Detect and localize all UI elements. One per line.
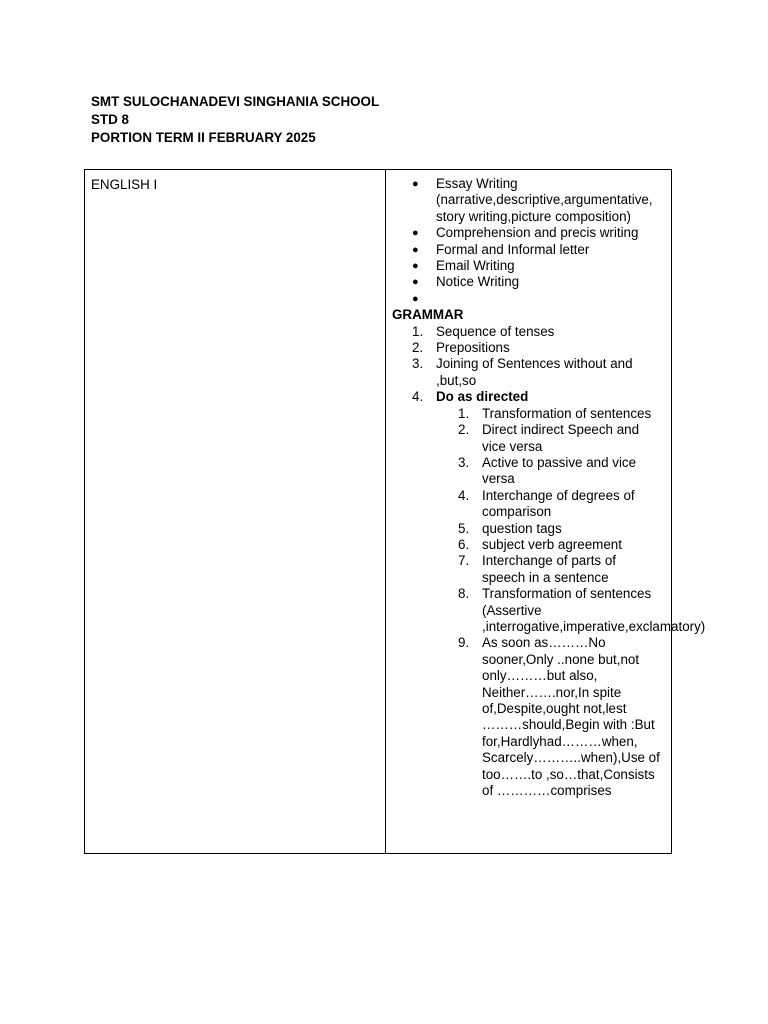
do-as-directed-item xyxy=(392,422,671,455)
subject-name: ENGLISH I xyxy=(91,177,158,192)
do-as-directed-item xyxy=(392,635,671,799)
do-as-directed-item xyxy=(392,586,706,635)
subject-cell xyxy=(85,170,386,854)
portion-title: PORTION TERM II FEBRUARY 2025 xyxy=(91,130,316,145)
writing-topic-item xyxy=(392,274,671,290)
list-marker: ● xyxy=(412,178,419,190)
list-marker: ● xyxy=(412,227,419,240)
list-marker: 1. xyxy=(458,405,470,421)
grammar-topic-item xyxy=(392,324,671,340)
list-item-text xyxy=(436,291,440,306)
document-header xyxy=(91,93,379,147)
do-as-directed-item xyxy=(392,455,671,488)
grammar-topic-item xyxy=(392,356,671,389)
list-item-text: Do as directed xyxy=(436,389,529,405)
list-item-text: Comprehension and precis writing xyxy=(436,225,639,241)
list-marker: 8. xyxy=(458,586,470,602)
list-marker: 1. xyxy=(412,323,424,339)
list-item-text: Sequence of tenses xyxy=(436,323,555,339)
list-marker: 4. xyxy=(412,389,424,405)
content-cell xyxy=(386,170,706,854)
writing-topic-item xyxy=(392,258,671,274)
list-item-text: Active to passive and vice versa xyxy=(482,454,637,487)
list-item-text: Joining of Sentences without and ,but,so xyxy=(436,356,633,388)
writing-topic-item xyxy=(392,291,671,307)
list-marker: 6. xyxy=(458,536,470,552)
list-marker: ● xyxy=(412,292,419,305)
list-item-text: Transformation of sentences xyxy=(482,405,652,421)
table-row xyxy=(85,170,672,854)
list-item-text: As soon as………No sooner,Only ..none but,not only………but also, Neither…….nor,In spite of,Despite,ought not,lest ………should,Begin with :But for,Hardlyhad………when, Scarcely………..when),Use of too…….to ,so…that,Consists of …………comprises xyxy=(482,635,660,799)
list-marker: ● xyxy=(412,260,419,273)
grammar-heading: GRAMMAR xyxy=(392,307,464,323)
writing-topics-list xyxy=(392,176,671,307)
list-item-text: Interchange of parts of speech in a sentence xyxy=(482,553,616,585)
grammar-topic-item xyxy=(392,389,706,799)
list-marker: 4. xyxy=(458,487,470,503)
do-as-directed-list xyxy=(436,405,706,800)
list-marker: 3. xyxy=(412,356,424,372)
list-marker: 5. xyxy=(458,520,470,536)
writing-topic-item xyxy=(392,176,671,225)
list-marker: ● xyxy=(412,276,419,289)
school-name: SMT SULOCHANADEVI SINGHANIA SCHOOL xyxy=(91,94,380,109)
grammar-topics-list xyxy=(392,323,706,800)
writing-topic-item xyxy=(392,242,671,258)
list-marker: 7. xyxy=(458,553,470,569)
do-as-directed-item xyxy=(392,537,671,553)
list-item-text: question tags xyxy=(482,520,562,536)
grammar-topic-item xyxy=(392,340,671,356)
do-as-directed-item xyxy=(392,406,671,422)
do-as-directed-item xyxy=(392,553,671,586)
list-marker: 2. xyxy=(412,340,424,356)
portion-table xyxy=(84,169,706,854)
writing-topic-item xyxy=(392,225,671,241)
list-item-text: Notice Writing xyxy=(436,274,520,290)
do-as-directed-item xyxy=(392,488,671,521)
standard-label: STD 8 xyxy=(91,112,129,127)
list-marker: 3. xyxy=(458,454,470,470)
list-item-text: Prepositions xyxy=(436,340,510,356)
list-item-text: Direct indirect Speech and vice versa xyxy=(482,422,640,454)
list-marker: 9. xyxy=(458,635,470,651)
list-item-text: Email Writing xyxy=(436,258,515,274)
list-item-text: subject verb agreement xyxy=(482,536,622,552)
list-marker: ● xyxy=(412,243,419,256)
list-item-text: Essay Writing (narrative,descriptive,argumentative, story writing,picture composition) xyxy=(436,176,653,224)
list-item-text: Interchange of degrees of comparison xyxy=(482,487,635,520)
list-item-text: Formal and Informal letter xyxy=(436,241,590,257)
do-as-directed-item xyxy=(392,521,671,537)
list-item-text: Transformation of sentences (Assertive ,interrogative,imperative,exclamatory) xyxy=(482,586,706,634)
list-marker: 2. xyxy=(458,422,470,438)
